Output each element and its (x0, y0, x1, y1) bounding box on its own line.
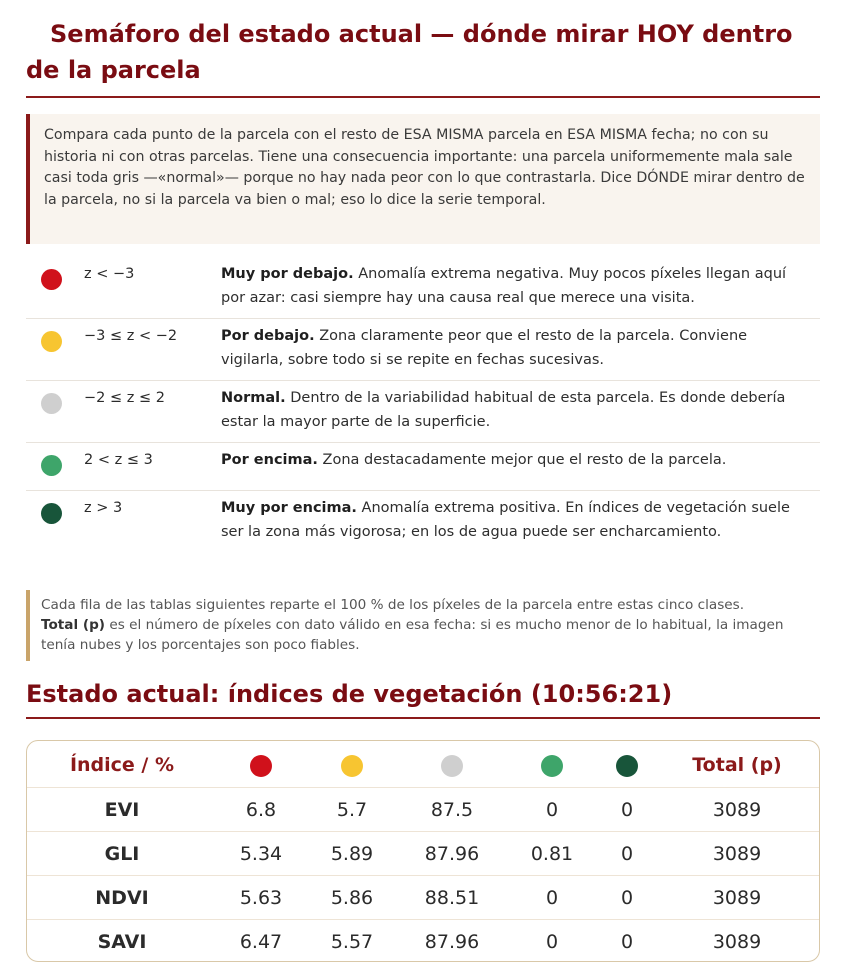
cell-value: 5.34 (239, 843, 283, 865)
cell-value: 87.96 (424, 843, 480, 865)
legend-range: 2 < z ≤ 3 (84, 452, 153, 468)
header-gray (402, 743, 502, 787)
header-index: Índice / % (69, 754, 175, 776)
page-title (26, 16, 826, 88)
light-green-dot-icon (41, 455, 62, 476)
page-title-text: Semáforo del estado actual — dónde mirar HOY dentro de la parcela (26, 20, 793, 84)
table-row (27, 787, 819, 832)
cell-value: 5.63 (239, 887, 283, 909)
cell-value: 0 (620, 843, 634, 865)
cell-total: 3089 (712, 843, 762, 865)
yellow-dot-icon (41, 331, 62, 352)
legend-text: Anomalía extrema negativa. Muy pocos píxeles llegan aquí por azar: casi siempre hay una causa real que merece una visita. (221, 266, 787, 306)
table-row (27, 831, 819, 876)
legend-label: Normal. (221, 390, 286, 406)
legend-row-very-low (26, 256, 820, 319)
table-row (27, 919, 819, 962)
legend-description (221, 325, 811, 372)
cell-value: 87.96 (424, 931, 480, 953)
legend-text: Anomalía extrema positiva. En índices de vegetación suele ser la zona más vigorosa; en los de agua puede ser encharcamiento. (221, 500, 790, 540)
note-total-label: Total (p) (41, 617, 106, 633)
cell-value: 5.7 (336, 799, 368, 821)
legend-description (221, 449, 811, 473)
legend-row-normal (26, 380, 820, 443)
legend-label: Muy por encima. (221, 500, 357, 516)
legend-label: Por debajo. (221, 328, 315, 344)
cell-value: 87.5 (430, 799, 474, 821)
legend-text: Dentro de la variabilidad habitual de esta parcela. Es donde debería estar la mayor parte de la superficie. (221, 390, 786, 430)
legend-label: Por encima. (221, 452, 318, 468)
legend-text: Zona claramente peor que el resto de la parcela. Conviene vigilarla, sobre todo si se repite en fechas sucesivas. (221, 328, 748, 368)
header-total: Total (p) (692, 754, 782, 776)
legend-row-very-high (26, 490, 820, 576)
cell-value: 0.81 (530, 843, 574, 865)
section-divider (26, 717, 820, 719)
cell-value: 6.8 (245, 799, 277, 821)
cell-total: 3089 (712, 887, 762, 909)
legend-label: Muy por debajo. (221, 266, 354, 282)
legend-range: −3 ≤ z < −2 (84, 328, 178, 344)
cell-index: EVI (104, 799, 140, 821)
legend-range: z < −3 (84, 266, 135, 282)
legend-row-high (26, 442, 820, 491)
cell-value: 0 (545, 887, 559, 909)
cell-value: 6.47 (239, 931, 283, 953)
cell-value: 0 (620, 799, 634, 821)
dark-green-dot-icon (616, 755, 638, 777)
light-green-dot-icon (541, 755, 563, 777)
legend-range: z > 3 (84, 500, 123, 516)
note-line: Cada fila de las tablas siguientes reparte el 100 % de los píxeles de la parcela entre estas cinco clases. (41, 597, 745, 613)
cell-value: 0 (620, 887, 634, 909)
cell-index: NDVI (95, 887, 149, 909)
legend-range: −2 ≤ z ≤ 2 (84, 390, 165, 406)
table-header-row (27, 743, 819, 787)
header-dark-green (577, 743, 677, 787)
dark-green-dot-icon (41, 503, 62, 524)
legend-description (221, 387, 811, 434)
vegetation-table (26, 740, 820, 962)
cell-total: 3089 (712, 931, 762, 953)
legend-description (221, 497, 811, 544)
cell-value: 5.89 (330, 843, 374, 865)
gray-dot-icon (441, 755, 463, 777)
cell-index: SAVI (97, 931, 147, 953)
table-row (27, 875, 819, 920)
section-title: Estado actual: índices de vegetación (10:56:21) (26, 680, 673, 708)
intro-text: Compara cada punto de la parcela con el resto de ESA MISMA parcela en ESA MISMA fecha; no con su historia ni con otras parcelas. Tiene una consecuencia importante: una parcela uniformemente mala sale casi toda gris —«normal»— porque no hay nada peor con lo que contrastarla. Dice DÓNDE mirar dentro de la parcela, no si la parcela va bien o mal; eso lo dice la serie temporal. (44, 127, 805, 208)
legend-description (221, 263, 811, 310)
cell-value: 88.51 (424, 887, 480, 909)
cell-value: 5.86 (330, 887, 374, 909)
cell-value: 0 (620, 931, 634, 953)
cell-index: GLI (104, 843, 140, 865)
header-yellow (302, 743, 402, 787)
gray-dot-icon (41, 393, 62, 414)
cell-value: 0 (545, 799, 559, 821)
yellow-dot-icon (341, 755, 363, 777)
header-red (211, 743, 311, 787)
cell-value: 5.57 (330, 931, 374, 953)
note-box (26, 590, 820, 661)
cell-value: 0 (545, 931, 559, 953)
title-divider (26, 96, 820, 98)
red-dot-icon (250, 755, 272, 777)
note-rest: es el número de píxeles con dato válido en esa fecha: si es mucho menor de lo habitual, la imagen tenía nubes y los porcentajes son poco fiables. (41, 617, 784, 653)
cell-total: 3089 (712, 799, 762, 821)
legend-text: Zona destacadamente mejor que el resto de la parcela. (322, 452, 727, 468)
legend-row-low (26, 318, 820, 381)
red-dot-icon (41, 269, 62, 290)
intro-box (26, 114, 820, 244)
